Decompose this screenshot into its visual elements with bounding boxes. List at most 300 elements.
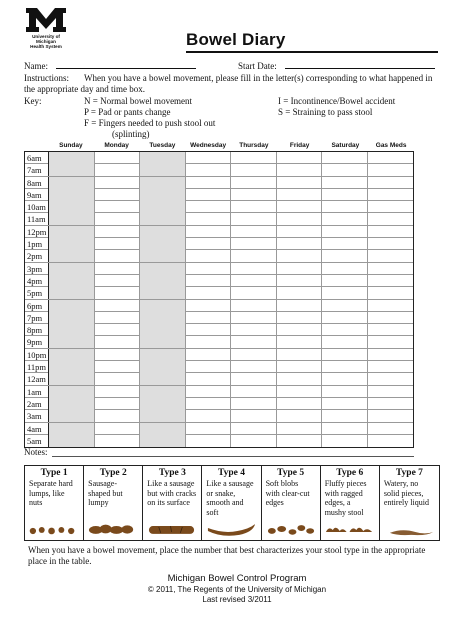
footer-copyright: © 2011, The Regents of the University of Michigan xyxy=(147,585,327,594)
stool-illustration-icon xyxy=(145,520,200,538)
diary-cell[interactable] xyxy=(186,386,232,398)
diary-cell[interactable] xyxy=(49,398,95,410)
diary-cell[interactable] xyxy=(95,226,141,238)
diary-cell[interactable] xyxy=(277,435,323,447)
diary-cell[interactable] xyxy=(95,238,141,250)
diary-cell[interactable] xyxy=(368,410,414,422)
diary-cell[interactable] xyxy=(95,398,141,410)
stool-illustration-icon xyxy=(323,520,378,538)
diary-row xyxy=(25,312,413,324)
diary-cell[interactable] xyxy=(322,361,368,373)
bottom-instruction-2: place in the table. xyxy=(28,556,92,566)
stool-type-3 xyxy=(143,466,202,540)
diary-cell[interactable] xyxy=(140,177,186,189)
diary-cell[interactable] xyxy=(95,250,141,262)
diary-cell[interactable] xyxy=(186,189,232,201)
diary-header-row xyxy=(24,141,414,151)
diary-row xyxy=(25,373,413,385)
diary-cell[interactable] xyxy=(231,324,277,336)
time-label: 6pm xyxy=(25,300,49,312)
diary-cell[interactable] xyxy=(49,213,95,225)
diary-cell[interactable] xyxy=(186,398,232,410)
stool-type-description: Watery, no solid pieces, entirely liquid xyxy=(383,479,429,508)
stool-type-7 xyxy=(380,466,439,540)
diary-cell[interactable] xyxy=(140,312,186,324)
logo-line-2: Health System xyxy=(30,44,62,49)
time-label: 2am xyxy=(25,398,49,410)
diary-cell[interactable] xyxy=(186,361,232,373)
diary-cell[interactable] xyxy=(186,336,232,348)
diary-cell[interactable] xyxy=(322,263,368,275)
diary-cell[interactable] xyxy=(49,226,95,238)
diary-cell[interactable] xyxy=(186,213,232,225)
diary-cell[interactable] xyxy=(368,152,414,164)
diary-cell[interactable] xyxy=(49,152,95,164)
diary-cell[interactable] xyxy=(277,312,323,324)
diary-cell[interactable] xyxy=(277,238,323,250)
time-label: 3pm xyxy=(25,263,49,275)
diary-cell[interactable] xyxy=(231,201,277,213)
diary-cell[interactable] xyxy=(186,152,232,164)
diary-cell[interactable] xyxy=(368,398,414,410)
diary-cell[interactable] xyxy=(49,177,95,189)
diary-cell[interactable] xyxy=(231,373,277,385)
diary-cell[interactable] xyxy=(322,164,368,176)
time-label: 11am xyxy=(25,213,49,225)
diary-cell[interactable] xyxy=(277,386,323,398)
key-fingers: F = Fingers needed to push stool out xyxy=(84,118,216,128)
name-label: Name: xyxy=(24,61,48,71)
time-label: 1am xyxy=(25,386,49,398)
time-label: 4am xyxy=(25,423,49,435)
time-label: 6am xyxy=(25,152,49,164)
diary-cell[interactable] xyxy=(186,201,232,213)
diary-cell[interactable] xyxy=(368,201,414,213)
diary-cell[interactable] xyxy=(95,201,141,213)
diary-cell[interactable] xyxy=(95,152,141,164)
diary-cell[interactable] xyxy=(140,238,186,250)
stool-type-4 xyxy=(202,466,261,540)
time-label: 9pm xyxy=(25,336,49,348)
diary-cell[interactable] xyxy=(95,361,141,373)
diary-cell[interactable] xyxy=(322,423,368,435)
diary-cell[interactable] xyxy=(186,177,232,189)
diary-cell[interactable] xyxy=(368,164,414,176)
diary-cell[interactable] xyxy=(322,324,368,336)
diary-row xyxy=(25,324,413,336)
diary-cell[interactable] xyxy=(322,226,368,238)
diary-cell[interactable] xyxy=(95,435,141,447)
diary-cell[interactable] xyxy=(186,349,232,361)
name-field[interactable] xyxy=(56,61,196,69)
diary-column-header: Wednesday xyxy=(190,142,227,149)
time-label: 7pm xyxy=(25,312,49,324)
diary-cell[interactable] xyxy=(322,275,368,287)
stool-type-description: Like a sausage or snake, smooth and soft xyxy=(206,479,254,517)
diary-cell[interactable] xyxy=(368,263,414,275)
diary-cell[interactable] xyxy=(277,361,323,373)
diary-cell[interactable] xyxy=(186,226,232,238)
stool-type-title: Type 7 xyxy=(395,468,423,478)
diary-row xyxy=(25,164,413,176)
diary-cell[interactable] xyxy=(322,349,368,361)
key-incontinence: I = Incontinence/Bowel accident xyxy=(278,96,396,106)
diary-cell[interactable] xyxy=(49,324,95,336)
diary-cell[interactable] xyxy=(95,423,141,435)
diary-cell[interactable] xyxy=(322,410,368,422)
diary-cell[interactable] xyxy=(95,349,141,361)
diary-cell[interactable] xyxy=(95,189,141,201)
diary-cell[interactable] xyxy=(368,373,414,385)
diary-cell[interactable] xyxy=(277,201,323,213)
stool-type-description: Soft blobs with clear-cut edges xyxy=(265,479,310,508)
time-label: 12am xyxy=(25,373,49,385)
diary-cell[interactable] xyxy=(49,361,95,373)
diary-cell[interactable] xyxy=(49,263,95,275)
stool-type-description: Fluffy pieces with ragged edges, a mushy stool xyxy=(324,479,367,517)
diary-cell[interactable] xyxy=(277,213,323,225)
instructions-label: Instructions: xyxy=(24,73,69,83)
diary-cell[interactable] xyxy=(140,213,186,225)
diary-cell[interactable] xyxy=(231,423,277,435)
start-date-field[interactable] xyxy=(285,61,435,69)
diary-cell[interactable] xyxy=(95,287,141,299)
diary-cell[interactable] xyxy=(186,312,232,324)
diary-cell[interactable] xyxy=(186,263,232,275)
diary-cell[interactable] xyxy=(368,213,414,225)
diary-column-header: Thursday xyxy=(239,142,269,149)
diary-cell[interactable] xyxy=(49,423,95,435)
diary-cell[interactable] xyxy=(322,398,368,410)
diary-cell[interactable] xyxy=(231,238,277,250)
diary-cell[interactable] xyxy=(322,189,368,201)
diary-cell[interactable] xyxy=(140,287,186,299)
diary-cell[interactable] xyxy=(368,336,414,348)
time-label: 8pm xyxy=(25,324,49,336)
diary-cell[interactable] xyxy=(231,213,277,225)
diary-cell[interactable] xyxy=(95,373,141,385)
instructions-text-1: When you have a bowel movement, please fill in the letter(s) corresponding to what happened in xyxy=(84,73,433,83)
diary-cell[interactable] xyxy=(277,226,323,238)
stool-illustration-icon xyxy=(86,520,141,538)
diary-row xyxy=(25,152,413,164)
diary-cell[interactable] xyxy=(277,152,323,164)
stool-type-description: Like a sausage but with cracks on its surface xyxy=(147,479,197,508)
diary-row xyxy=(25,386,413,398)
diary-cell[interactable] xyxy=(368,250,414,262)
diary-cell[interactable] xyxy=(231,300,277,312)
diary-cell[interactable] xyxy=(140,300,186,312)
stool-type-title: Type 5 xyxy=(277,468,305,478)
time-header-spacer xyxy=(24,141,48,151)
diary-cell[interactable] xyxy=(49,238,95,250)
diary-cell[interactable] xyxy=(277,410,323,422)
diary-cell[interactable] xyxy=(186,287,232,299)
diary-cell[interactable] xyxy=(368,189,414,201)
diary-column-header: Monday xyxy=(104,142,129,149)
logo-line-1: University of Michigan xyxy=(32,34,60,44)
stool-illustration-icon xyxy=(204,520,259,538)
diary-cell[interactable] xyxy=(140,349,186,361)
diary-cell[interactable] xyxy=(186,410,232,422)
diary-cell[interactable] xyxy=(368,226,414,238)
diary-cell[interactable] xyxy=(186,435,232,447)
diary-cell[interactable] xyxy=(231,361,277,373)
diary-row xyxy=(25,275,413,287)
logo xyxy=(24,6,72,49)
key-pad: P = Pad or pants change xyxy=(84,107,171,117)
time-label: 2pm xyxy=(25,250,49,262)
diary-row xyxy=(25,435,413,447)
diary-cell[interactable] xyxy=(49,373,95,385)
time-label: 5pm xyxy=(25,287,49,299)
diary-cell[interactable] xyxy=(277,263,323,275)
diary-cell[interactable] xyxy=(368,423,414,435)
diary-cell[interactable] xyxy=(231,435,277,447)
diary-column-header: Saturday xyxy=(331,142,360,149)
diary-cell[interactable] xyxy=(231,349,277,361)
diary-cell[interactable] xyxy=(186,373,232,385)
diary-cell[interactable] xyxy=(49,300,95,312)
diary-cell[interactable] xyxy=(186,423,232,435)
diary-cell[interactable] xyxy=(95,386,141,398)
diary-cell[interactable] xyxy=(140,386,186,398)
diary-cell[interactable] xyxy=(277,349,323,361)
diary-cell[interactable] xyxy=(368,361,414,373)
diary-cell[interactable] xyxy=(140,189,186,201)
diary-cell[interactable] xyxy=(368,177,414,189)
diary-cell[interactable] xyxy=(140,410,186,422)
stool-type-description: Separate hard lumps, like nuts xyxy=(29,479,73,508)
diary-cell[interactable] xyxy=(49,275,95,287)
diary-cell[interactable] xyxy=(140,324,186,336)
bottom-instruction-1: When you have a bowel movement, place the number that best characterizes your stool type in the appropriate xyxy=(28,545,426,555)
time-label: 12pm xyxy=(25,226,49,238)
diary-cell[interactable] xyxy=(231,336,277,348)
diary-cell[interactable] xyxy=(322,312,368,324)
diary-cell[interactable] xyxy=(95,164,141,176)
diary-cell[interactable] xyxy=(49,287,95,299)
diary-row xyxy=(25,177,413,189)
diary-cell[interactable] xyxy=(322,152,368,164)
diary-cell[interactable] xyxy=(49,250,95,262)
diary-cell[interactable] xyxy=(322,213,368,225)
diary-cell[interactable] xyxy=(322,336,368,348)
diary-cell[interactable] xyxy=(368,386,414,398)
diary-cell[interactable] xyxy=(140,164,186,176)
diary-column-header: Sunday xyxy=(59,142,83,149)
diary-cell[interactable] xyxy=(95,177,141,189)
diary-cell[interactable] xyxy=(277,398,323,410)
start-date-row xyxy=(238,61,435,72)
diary-cell[interactable] xyxy=(368,435,414,447)
diary-cell[interactable] xyxy=(368,238,414,250)
diary-table xyxy=(24,141,414,448)
diary-cell[interactable] xyxy=(231,177,277,189)
diary-cell[interactable] xyxy=(140,263,186,275)
stool-type-2 xyxy=(84,466,143,540)
diary-cell[interactable] xyxy=(186,164,232,176)
diary-cell[interactable] xyxy=(49,164,95,176)
diary-cell[interactable] xyxy=(322,177,368,189)
diary-cell[interactable] xyxy=(231,398,277,410)
diary-cell[interactable] xyxy=(49,189,95,201)
name-row xyxy=(24,61,196,72)
stool-type-title: Type 1 xyxy=(40,468,68,478)
diary-cell[interactable] xyxy=(231,312,277,324)
diary-cell[interactable] xyxy=(231,164,277,176)
diary-cell[interactable] xyxy=(277,324,323,336)
diary-cell[interactable] xyxy=(49,312,95,324)
title-rule xyxy=(186,51,438,53)
stool-type-title: Type 4 xyxy=(217,468,245,478)
key-straining: S = Straining to pass stool xyxy=(278,107,373,117)
diary-cell[interactable] xyxy=(231,386,277,398)
diary-cell[interactable] xyxy=(322,435,368,447)
diary-cell[interactable] xyxy=(95,336,141,348)
diary-row xyxy=(25,398,413,410)
stool-illustration-icon xyxy=(382,520,437,538)
diary-column-header: Friday xyxy=(289,142,310,149)
page-title: Bowel Diary xyxy=(186,30,286,49)
diary-cell[interactable] xyxy=(277,164,323,176)
diary-cell[interactable] xyxy=(186,300,232,312)
diary-cell[interactable] xyxy=(231,250,277,262)
diary-cell[interactable] xyxy=(368,324,414,336)
key-splinting: (splinting) xyxy=(112,129,150,139)
stool-type-description: Sausage- shaped but lumpy xyxy=(88,479,123,508)
diary-row xyxy=(25,423,413,435)
diary-cell[interactable] xyxy=(277,336,323,348)
stool-type-chart xyxy=(24,465,440,541)
diary-row xyxy=(25,213,413,225)
diary-cell[interactable] xyxy=(277,373,323,385)
diary-cell[interactable] xyxy=(368,349,414,361)
stool-type-1 xyxy=(25,466,84,540)
notes-label: Notes: xyxy=(24,447,48,457)
diary-cell[interactable] xyxy=(368,275,414,287)
diary-cell[interactable] xyxy=(49,410,95,422)
diary-cell[interactable] xyxy=(277,300,323,312)
time-label: 11pm xyxy=(25,361,49,373)
diary-cell[interactable] xyxy=(95,300,141,312)
diary-cell[interactable] xyxy=(95,324,141,336)
diary-cell[interactable] xyxy=(277,177,323,189)
diary-cell[interactable] xyxy=(140,373,186,385)
diary-cell[interactable] xyxy=(277,189,323,201)
time-label: 1pm xyxy=(25,238,49,250)
diary-cell[interactable] xyxy=(368,312,414,324)
diary-cell[interactable] xyxy=(95,213,141,225)
start-date-label: Start Date: xyxy=(238,61,277,71)
diary-cell[interactable] xyxy=(186,238,232,250)
diary-row xyxy=(25,250,413,262)
diary-column-header: Tuesday xyxy=(149,142,176,149)
time-label: 5am xyxy=(25,435,49,447)
diary-cell[interactable] xyxy=(186,275,232,287)
time-label: 9am xyxy=(25,189,49,201)
diary-cell[interactable] xyxy=(322,287,368,299)
diary-cell[interactable] xyxy=(231,287,277,299)
diary-row xyxy=(25,349,413,361)
notes-line[interactable] xyxy=(52,456,414,457)
diary-column-header: Gas Meds xyxy=(375,142,407,149)
diary-row xyxy=(25,410,413,422)
diary-cell[interactable] xyxy=(49,435,95,447)
diary-cell[interactable] xyxy=(140,336,186,348)
diary-cell[interactable] xyxy=(186,324,232,336)
diary-grid xyxy=(24,151,414,448)
diary-cell[interactable] xyxy=(322,300,368,312)
diary-cell[interactable] xyxy=(49,336,95,348)
diary-cell[interactable] xyxy=(277,287,323,299)
diary-cell[interactable] xyxy=(49,201,95,213)
diary-cell[interactable] xyxy=(231,275,277,287)
diary-cell[interactable] xyxy=(140,275,186,287)
diary-cell[interactable] xyxy=(140,201,186,213)
diary-cell[interactable] xyxy=(231,226,277,238)
time-label: 7am xyxy=(25,164,49,176)
diary-cell[interactable] xyxy=(322,386,368,398)
diary-cell[interactable] xyxy=(140,435,186,447)
diary-cell[interactable] xyxy=(231,410,277,422)
diary-cell[interactable] xyxy=(186,250,232,262)
diary-cell[interactable] xyxy=(231,189,277,201)
diary-cell[interactable] xyxy=(95,263,141,275)
stool-type-title: Type 3 xyxy=(158,468,186,478)
diary-row xyxy=(25,361,413,373)
diary-cell[interactable] xyxy=(277,275,323,287)
time-label: 10am xyxy=(25,201,49,213)
footer-revised: Last revised 3/2011 xyxy=(202,595,272,604)
time-label: 4pm xyxy=(25,275,49,287)
diary-cell[interactable] xyxy=(140,423,186,435)
diary-cell[interactable] xyxy=(231,152,277,164)
diary-row xyxy=(25,226,413,238)
diary-cell[interactable] xyxy=(277,423,323,435)
diary-cell[interactable] xyxy=(322,201,368,213)
diary-row xyxy=(25,263,413,275)
stool-type-6 xyxy=(321,466,380,540)
instructions-text-2: the appropriate day and time box. xyxy=(24,84,145,94)
key-label: Key: xyxy=(24,96,42,106)
diary-cell[interactable] xyxy=(140,398,186,410)
diary-cell[interactable] xyxy=(49,349,95,361)
diary-cell[interactable] xyxy=(368,287,414,299)
time-label: 10pm xyxy=(25,349,49,361)
diary-cell[interactable] xyxy=(95,410,141,422)
stool-illustration-icon xyxy=(27,520,82,538)
diary-cell[interactable] xyxy=(49,386,95,398)
diary-row xyxy=(25,287,413,299)
diary-cell[interactable] xyxy=(140,250,186,262)
diary-cell[interactable] xyxy=(322,238,368,250)
stool-type-title: Type 2 xyxy=(99,468,127,478)
diary-cell[interactable] xyxy=(140,361,186,373)
diary-cell[interactable] xyxy=(322,373,368,385)
diary-cell[interactable] xyxy=(368,300,414,312)
diary-cell[interactable] xyxy=(140,226,186,238)
stool-type-title: Type 6 xyxy=(336,468,364,478)
diary-cell[interactable] xyxy=(95,275,141,287)
diary-cell[interactable] xyxy=(95,312,141,324)
diary-cell[interactable] xyxy=(277,250,323,262)
diary-cell[interactable] xyxy=(231,263,277,275)
diary-cell[interactable] xyxy=(140,152,186,164)
diary-cell[interactable] xyxy=(322,250,368,262)
time-label: 3am xyxy=(25,410,49,422)
key-normal: N = Normal bowel movement xyxy=(84,96,193,106)
